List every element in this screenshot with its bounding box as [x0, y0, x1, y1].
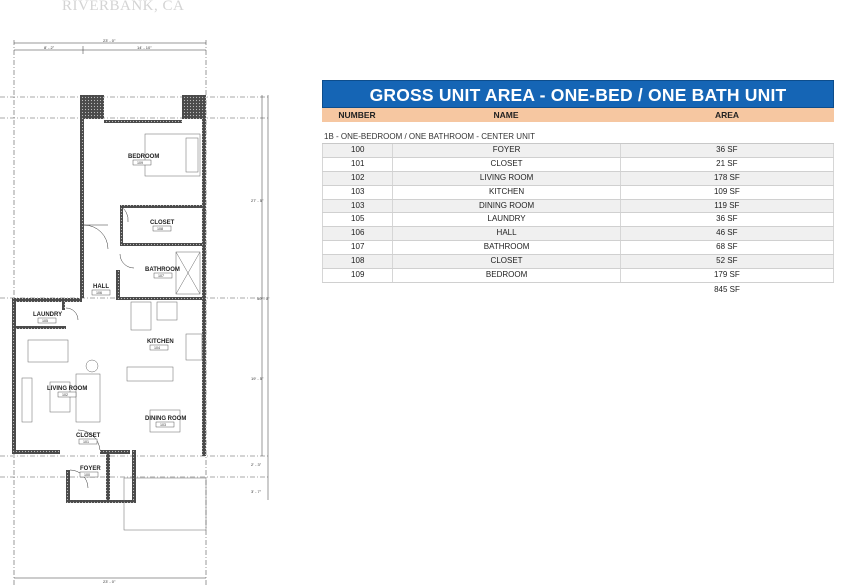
dim-right-lower: 19' - 5" — [251, 376, 264, 381]
room-tag-living: 102 — [62, 393, 68, 397]
cell-area: 178 SF — [621, 172, 834, 185]
room-tag-closet-upper: 108 — [157, 227, 163, 231]
cell-number: 109 — [322, 269, 393, 282]
room-tag-kitchen: 104 — [154, 346, 160, 350]
table-row — [322, 144, 834, 158]
room-label-living: LIVING ROOM — [47, 386, 88, 392]
cell-number: 103 — [322, 186, 393, 199]
door-swings — [66, 206, 134, 488]
cell-name: FOYER — [393, 144, 620, 157]
furniture — [22, 134, 206, 530]
room-label-laundry: LAUNDRY — [33, 312, 63, 318]
walls — [12, 95, 206, 503]
room-label-bathroom: BATHROOM — [145, 267, 180, 273]
cell-name: HALL — [393, 227, 620, 240]
room-label-foyer: FOYER — [80, 466, 101, 472]
gross-area-table — [322, 80, 834, 296]
room-tag-bedroom: 109 — [137, 161, 143, 165]
cell-number: 106 — [322, 227, 393, 240]
cell-name: CLOSET — [393, 158, 620, 171]
table-title: GROSS UNIT AREA - ONE-BED / ONE BATH UNIT — [322, 80, 834, 108]
room-tag-closet-lower: 101 — [83, 440, 89, 444]
room-tag-dining: 103 — [160, 423, 166, 427]
cell-area: 46 SF — [621, 227, 834, 240]
table-header-row — [322, 108, 834, 122]
dim-right-small: 2' - 3" — [251, 462, 262, 467]
room-tag-hall: 106 — [96, 291, 102, 295]
table-row — [322, 241, 834, 255]
cell-number: 103 — [322, 200, 393, 213]
cell-number: 100 — [322, 144, 393, 157]
header-area: AREA — [714, 110, 740, 120]
watermark-text: RIVERBANK, CA — [62, 0, 185, 14]
dim-top-total: 23' - 0" — [103, 38, 116, 43]
cell-number: 107 — [322, 241, 393, 254]
room-label-hall: HALL — [93, 284, 109, 290]
cell-area: 119 SF — [621, 200, 834, 213]
cell-number: 101 — [322, 158, 393, 171]
room-label-closet-lower: CLOSET — [76, 433, 101, 439]
group-title: 1B - ONE-BEDROOM / ONE BATHROOM - CENTER UNIT — [324, 132, 535, 141]
dim-right-total: 50' - 0" — [257, 296, 270, 301]
table-total-row — [322, 283, 834, 296]
cell-name: DINING ROOM — [393, 200, 620, 213]
floor-plan — [0, 0, 300, 588]
dim-top-right: 14' - 10" — [137, 45, 152, 50]
dim-bottom-total: 23' - 0" — [103, 579, 116, 584]
room-tag-bathroom: 107 — [158, 274, 164, 278]
header-name: NAME — [493, 110, 519, 120]
room-tag-foyer: 100 — [84, 473, 90, 477]
cell-name: CLOSET — [393, 255, 620, 268]
dimension-lines — [14, 43, 268, 578]
cell-area: 68 SF — [621, 241, 834, 254]
cell-name: LAUNDRY — [393, 213, 620, 226]
cell-number: 105 — [322, 213, 393, 226]
header-number: NUMBER — [338, 110, 376, 120]
room-labels — [33, 154, 186, 477]
cell-name: BEDROOM — [393, 269, 620, 282]
room-tag-laundry: 105 — [42, 319, 48, 323]
table-row — [322, 213, 834, 227]
room-label-closet-upper: CLOSET — [150, 220, 175, 226]
cell-number: 102 — [322, 172, 393, 185]
dim-top-left: 8' - 2" — [44, 45, 55, 50]
table-row — [322, 186, 834, 200]
cell-area: 36 SF — [621, 144, 834, 157]
cell-area: 179 SF — [621, 269, 834, 282]
room-label-kitchen: KITCHEN — [147, 339, 174, 345]
room-label-bedroom: BEDROOM — [128, 154, 160, 160]
table-row — [322, 158, 834, 172]
cell-number: 108 — [322, 255, 393, 268]
dim-right-bottom: 3' - 7" — [251, 489, 262, 494]
cell-name: LIVING ROOM — [393, 172, 620, 185]
table-rows — [322, 143, 834, 283]
table-row — [322, 227, 834, 241]
table-row — [322, 255, 834, 269]
room-label-dining: DINING ROOM — [145, 416, 187, 422]
table-row — [322, 172, 834, 186]
cell-area: 52 SF — [621, 255, 834, 268]
cell-area: 109 SF — [621, 186, 834, 199]
total-area: 845 SF — [714, 284, 740, 294]
dim-right-upper: 27' - 5" — [251, 198, 264, 203]
table-row — [322, 200, 834, 214]
cell-area: 36 SF — [621, 213, 834, 226]
cell-name: BATHROOM — [393, 241, 620, 254]
cell-name: KITCHEN — [393, 186, 620, 199]
table-row — [322, 269, 834, 283]
cell-area: 21 SF — [621, 158, 834, 171]
